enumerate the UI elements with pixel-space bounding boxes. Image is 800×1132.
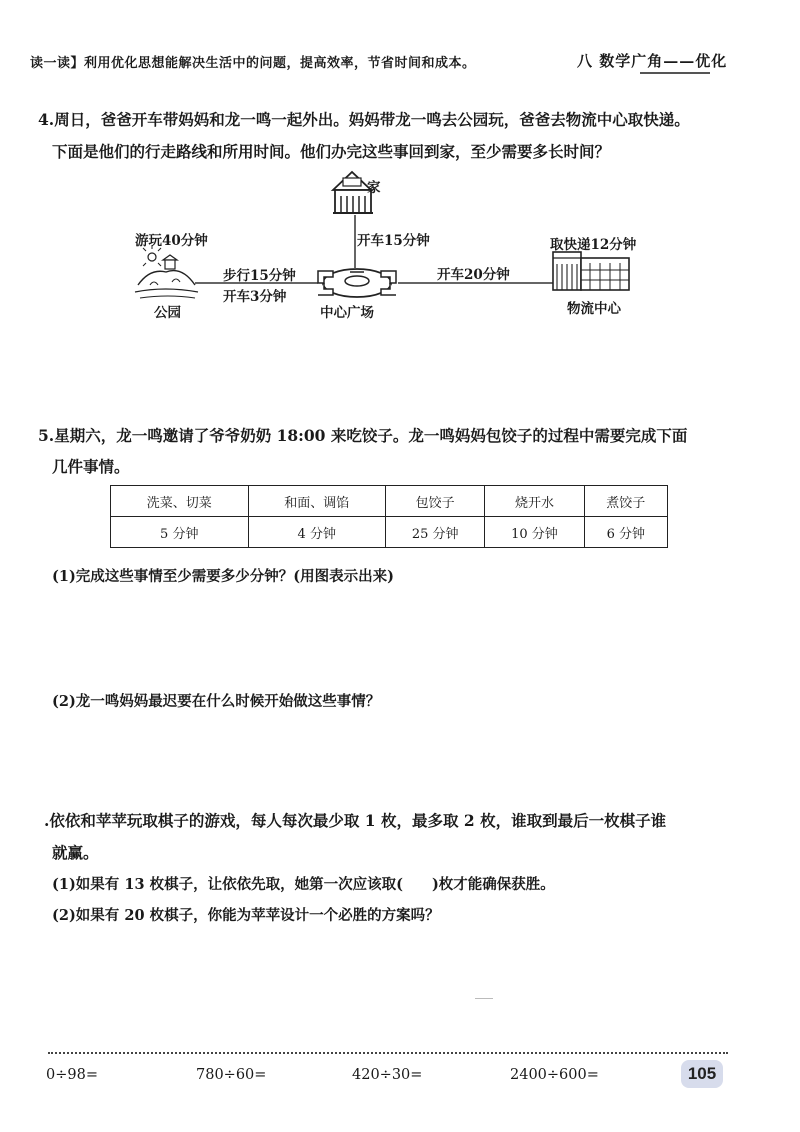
route-diagram: [0, 0, 800, 340]
header-chapter: 八 数学广角——优化: [577, 52, 728, 70]
label-drive-home: 开车15分钟: [357, 233, 430, 249]
q6-line2: 就赢。: [52, 843, 99, 862]
q5-number: 5.: [38, 426, 55, 445]
table-row: [111, 517, 668, 548]
label-drive-park: 开车3分钟: [223, 289, 287, 305]
task-table: [110, 485, 668, 548]
header-tip: 读一读】利用优化思想能解决生活中的问题，提高效率，节省时间和成本。: [30, 56, 476, 71]
q5-sub2: (2)龙一鸣妈妈最迟要在什么时候开始做这些事情？: [52, 693, 381, 710]
label-plaza: 中心广场: [320, 305, 374, 321]
label-walk: 步行15分钟: [223, 268, 296, 284]
label-park: 公园: [154, 305, 181, 321]
q4-line2: 下面是他们的行走路线和所用时间。他们办完这些事回到家，至少需要多长时间？: [52, 142, 611, 161]
footer-expr-2: 780÷60=: [196, 1067, 267, 1083]
table-header-cell: 洗菜、切菜: [111, 486, 249, 517]
q4-number: 4.: [38, 110, 55, 129]
q5-line2: 几件事情。: [52, 457, 130, 476]
park-icon: [135, 245, 198, 298]
table-cell: 6 分钟: [584, 517, 667, 548]
q6-text1: 依依和苹苹玩取棋子的游戏，每人每次最少取 1 枚，最多取 2 枚，谁取到最后一枚棋子谁: [49, 811, 667, 830]
q6-line1: [44, 809, 666, 831]
table-cell: 25 分钟: [386, 517, 485, 548]
stray-mark: [475, 998, 493, 999]
table-header-cell: 煮饺子: [584, 486, 667, 517]
table-header-cell: 包饺子: [386, 486, 485, 517]
table-header-cell: 烧开水: [485, 486, 584, 517]
q6-number: .: [44, 811, 50, 830]
footer-expr-4: 2400÷600=: [510, 1067, 599, 1083]
label-pickup: 取快递12分钟: [550, 237, 637, 253]
table-cell: 10 分钟: [485, 517, 584, 548]
label-park-play: 游玩40分钟: [135, 233, 208, 249]
label-drive-logistics: 开车20分钟: [437, 267, 510, 283]
label-home: 家: [367, 180, 381, 196]
plaza-icon: [318, 269, 396, 297]
footer-dotted-line: [48, 1052, 728, 1054]
q5-sub1: (1)完成这些事情至少需要多少分钟？(用图表示出来): [52, 568, 395, 585]
q5-line1: [38, 424, 687, 446]
q6-sub1: (1)如果有 13 枚棋子，让依依先取，她第一次应该取( )枚才能确保获胜。: [52, 876, 555, 893]
label-logistics: 物流中心: [567, 301, 621, 317]
q6-sub2: (2)如果有 20 枚棋子，你能为苹苹设计一个必胜的方案吗？: [52, 907, 440, 924]
table-cell: 4 分钟: [248, 517, 386, 548]
table-cell: 5 分钟: [111, 517, 249, 548]
footer-expr-1: 0÷98=: [46, 1067, 98, 1083]
logistics-building-icon: [553, 252, 629, 290]
q4-text1: 周日，爸爸开车带妈妈和龙一鸣一起外出。妈妈带龙一鸣去公园玩，爸爸去物流中心取快递。: [54, 110, 690, 129]
table-header-row: [111, 486, 668, 517]
footer-expr-3: 420÷30=: [352, 1067, 423, 1083]
q5-text1: 星期六，龙一鸣邀请了爷爷奶奶 18:00 来吃饺子。龙一鸣妈妈包饺子的过程中需要完成下面: [54, 426, 688, 445]
table-header-cell: 和面、调馅: [248, 486, 386, 517]
page-number: 105: [681, 1060, 723, 1088]
